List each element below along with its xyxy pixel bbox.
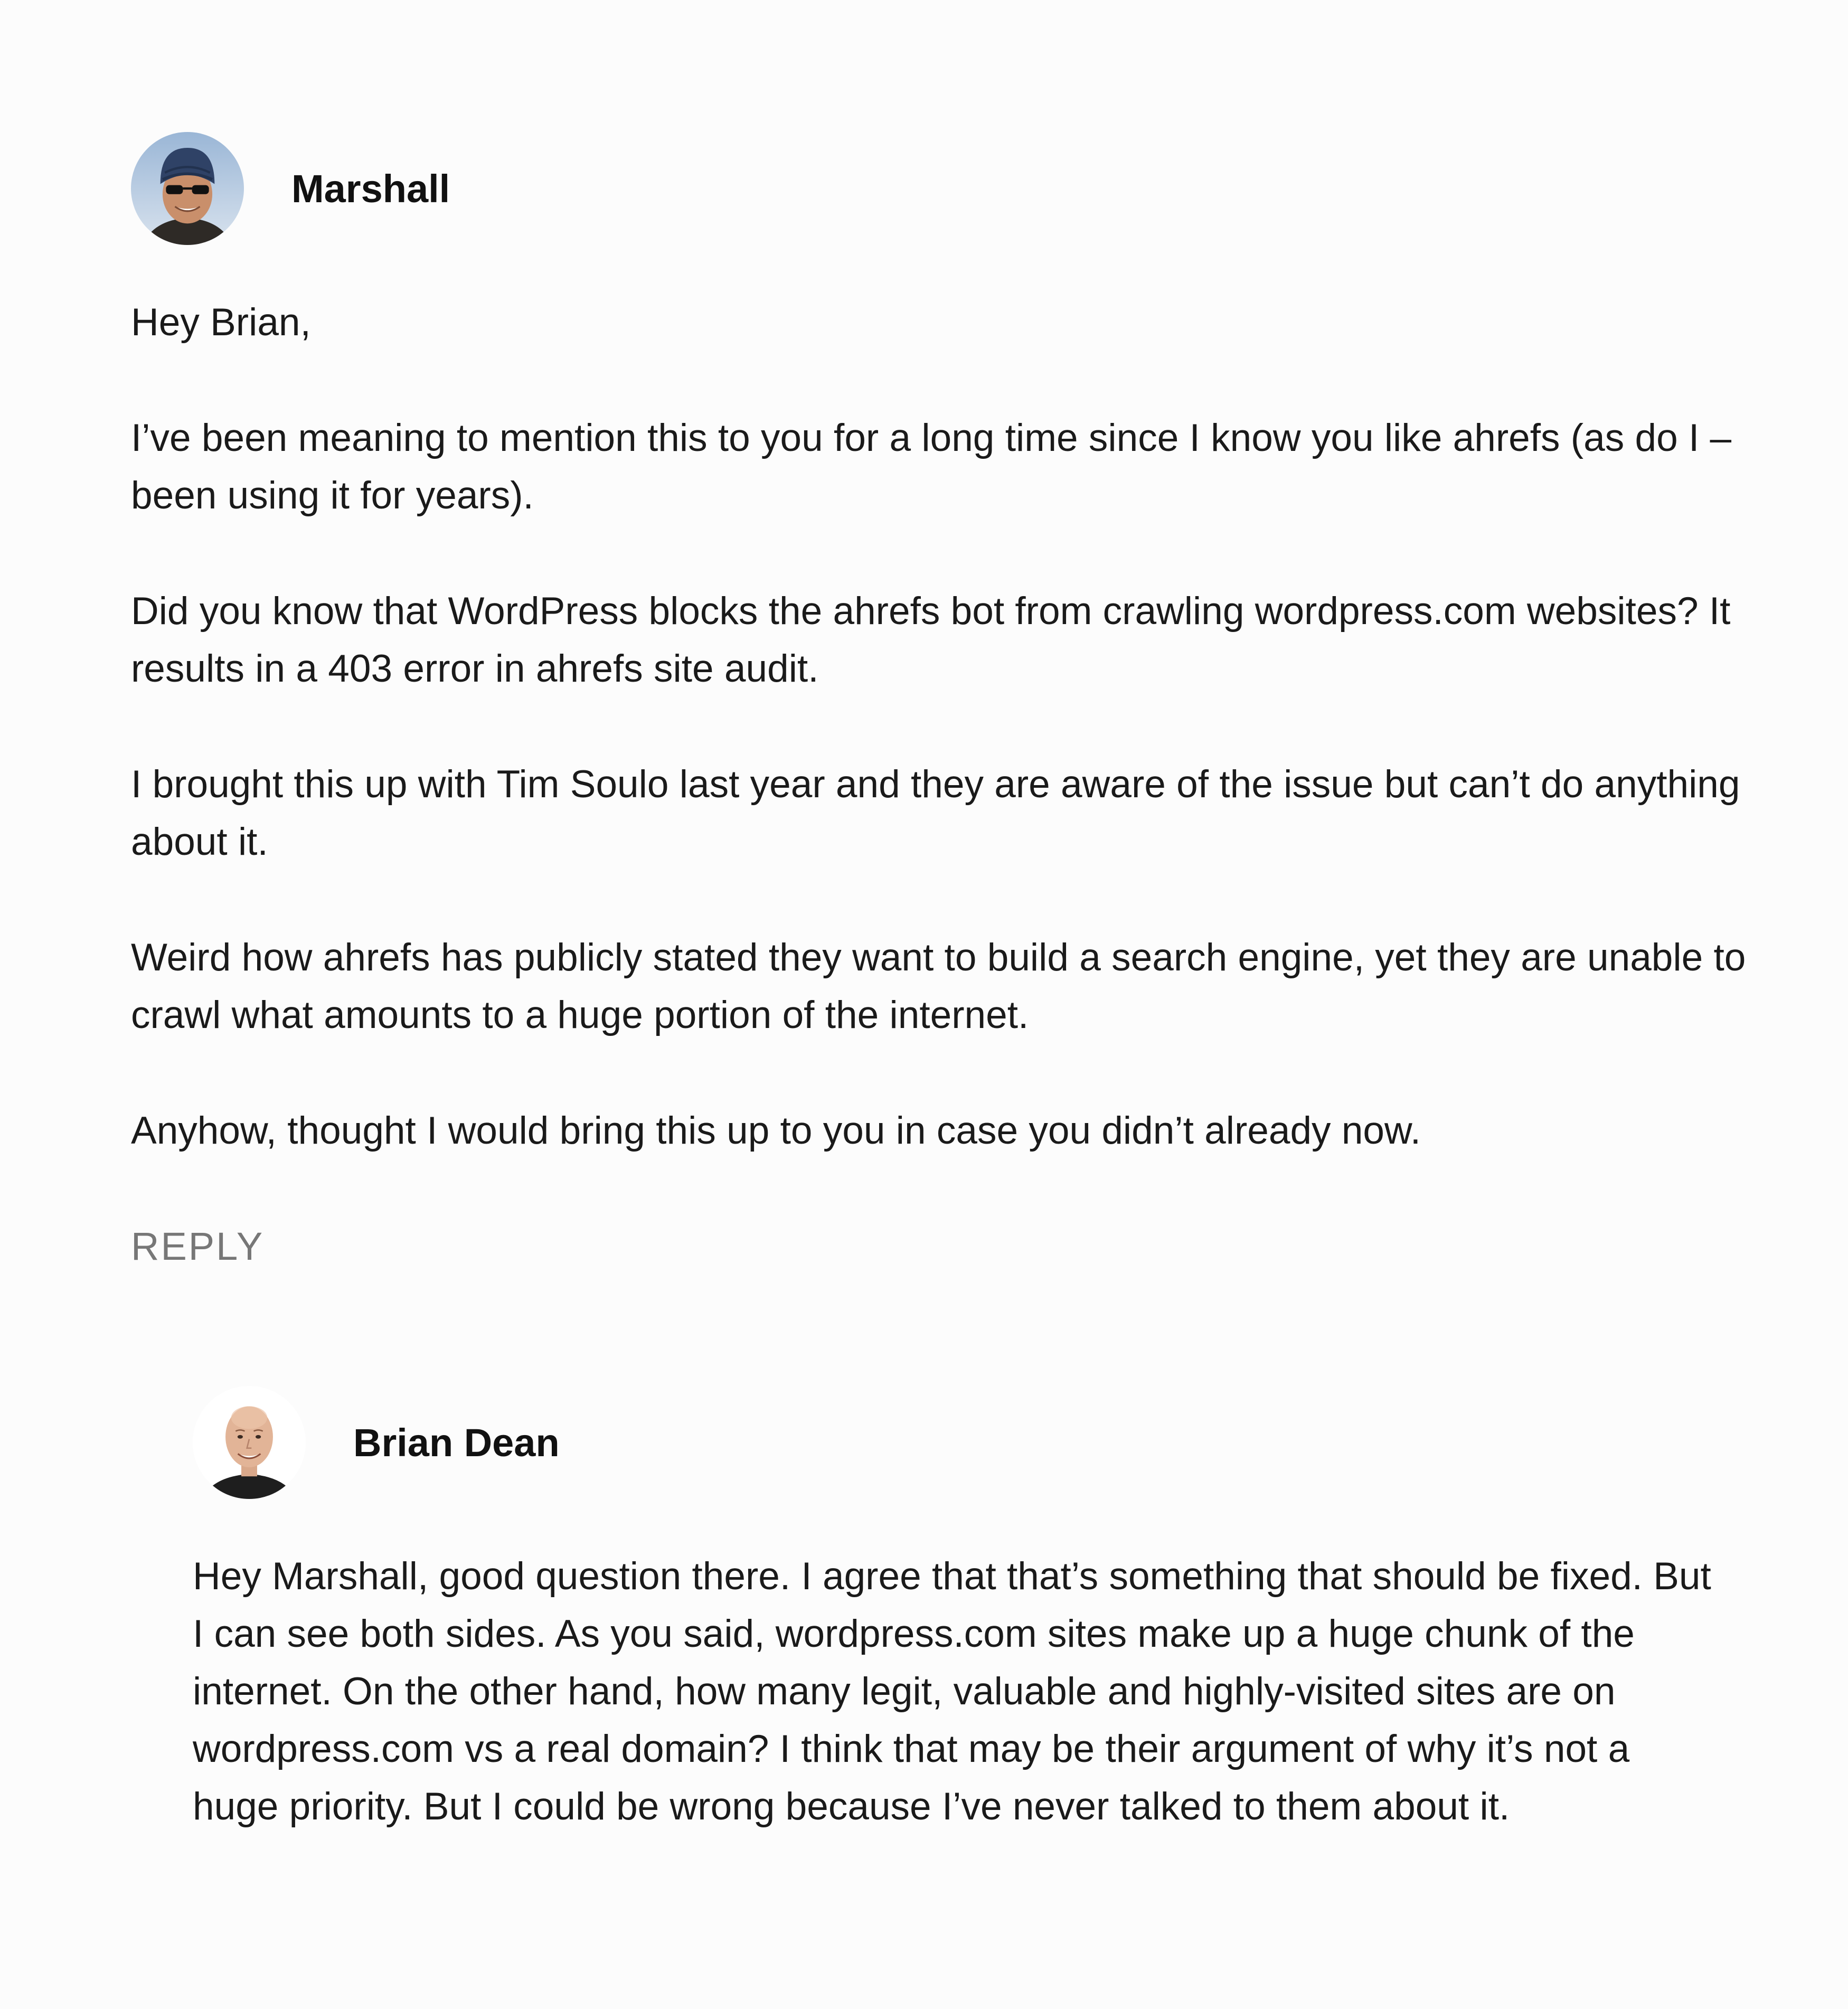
comment-paragraph: Hey Marshall, good question there. I agree that that’s something that should be fixed. But I can see both sides. As you said, wordpress.com sites make up a huge chunk of the internet. On the other hand, how many legit, valuable and highly-visited sites are on wordpress.com vs a real domain? I think that may be their argument of why it’s not a huge priority. But I could be wrong because I’ve never talked to them about it. (193, 1555, 1711, 1828)
comment-paragraph: Hey Brian, (131, 301, 311, 344)
comment-body (131, 294, 1768, 1159)
comment-paragraph: Did you know that WordPress blocks the ahrefs bot from crawling wordpress.com websites? It results in a 403 error in ahrefs site audit. (131, 590, 1731, 690)
person-avatar-icon (131, 132, 244, 245)
author-name: Marshall (291, 166, 450, 211)
reply-button[interactable]: REPLY (131, 1224, 265, 1268)
author-name: Brian Dean (353, 1420, 560, 1465)
comment-body (193, 1548, 1724, 1835)
comment-paragraph: I brought this up with Tim Soulo last year and they are aware of the issue but can’t do anything about it. (131, 763, 1740, 863)
comment-brian-dean (193, 1386, 1724, 1835)
avatar-marshall (131, 132, 244, 245)
comment-paragraph: Weird how ahrefs has publicly stated they want to build a search engine, yet they are unable to crawl what amounts to a huge portion of the internet. (131, 936, 1746, 1036)
comment-paragraph: I’ve been meaning to mention this to you for a long time since I know you like ahrefs (as do I – been using it for years). (131, 417, 1732, 517)
comment-marshall (131, 132, 1768, 1269)
person-avatar-icon (193, 1386, 306, 1499)
comment-header (193, 1386, 1724, 1499)
avatar-brian-dean (193, 1386, 306, 1499)
comment-paragraph: Anyhow, thought I would bring this up to you in case you didn’t already now. (131, 1109, 1421, 1152)
comment-header (131, 132, 1768, 245)
